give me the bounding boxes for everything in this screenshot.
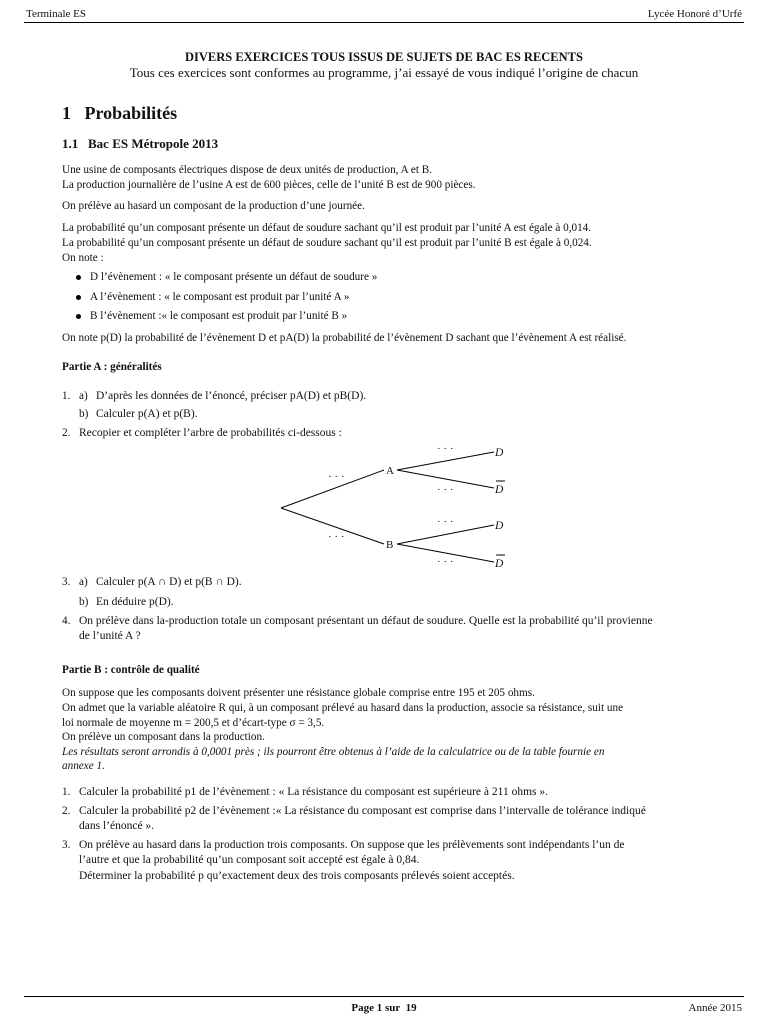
header-left: Terminale ES (26, 8, 87, 20)
q-number: 4. (62, 615, 71, 627)
part-a-q4-line-1: On prélève dans la-production totale un composant présentant un défaut de soudure. Quelle est la probabilité qu’il provienne (79, 615, 653, 627)
q-number: 2. (62, 805, 71, 817)
intro-line-4: La probabilité qu’un composant présente un défaut de soudure sachant qu’il est produit par l’unité A est égale à 0,014. (62, 222, 592, 234)
intro-line-2: La production journalière de l’usine A est de 600 pièces, celle de l’unité B est de 900 pièces. (62, 179, 476, 191)
part-a-q3a: Calculer p(A ∩ D) et p(B ∩ D). (96, 576, 242, 588)
part-a-q1b: Calculer p(A) et p(B). (96, 408, 198, 420)
part-b-q2-line-2: dans l’énoncé ». (79, 820, 155, 832)
part-a-q1a: D’après les données de l’énoncé, préciser pA(D) et pB(D). (96, 390, 367, 402)
q-number: 1. (62, 390, 71, 402)
q-number: 2. (62, 427, 71, 439)
tree-leaf-not-d: D (495, 558, 504, 570)
part-b-line-2: On admet que la variable aléatoire R qui, à un composant prélevé au hasard dans la production, associe sa résistance, suit une (62, 702, 624, 714)
part-b-q3-line-1: On prélève au hasard dans la production trois composants. On suppose que les prélèvements sont indépendants l’un de (79, 839, 625, 851)
part-a-q3b: En déduire p(D). (96, 596, 174, 608)
intro-line-3: On prélève au hasard un composant de la production d’une journée. (62, 200, 365, 212)
notation-line: On note p(D) la probabilité de l’évènement D et pA(D) la probabilité de l’évènement D sachant que l’évènement A est réalisé. (62, 332, 627, 344)
footer-rule (24, 996, 744, 997)
q-sub-label: a) (79, 576, 88, 588)
page-number: Page 1 sur 19 (351, 1002, 417, 1014)
tree-node-b: B (386, 539, 394, 551)
part-b-heading: Partie B : contrôle de qualité (62, 664, 200, 676)
subsection-heading: 1.1 Bac ES Métropole 2013 (62, 136, 219, 151)
part-b-line-4: On prélève un composant dans la production. (62, 731, 265, 743)
tree-prob-b-notd: · · · (437, 556, 454, 568)
tree-leaf-not-d: D (495, 484, 504, 496)
q-number: 1. (62, 786, 71, 798)
part-b-q1: Calculer la probabilité p1 de l’évènement : « La résistance du composant est supérieure à 211 ohms ». (79, 786, 549, 798)
bullet-item: B l’évènement :« le composant est produit par l’unité B » (76, 309, 347, 324)
footer-year: Année 2015 (688, 1002, 742, 1014)
part-b-q3-line-2: l’autre et que la probabilité qu’un composant soit accepté est égale à 0,84. (79, 854, 420, 866)
part-b-line-1: On suppose que les composants doivent présenter une résistance globale comprise entre 195 et 205 ohms. (62, 687, 535, 699)
q-sub-label: b) (79, 408, 89, 420)
part-b-note-1: Les résultats seront arrondis à 0,0001 près ; ils pourront être obtenus à l’aide de la calculatrice ou de la table fournie en (62, 746, 605, 758)
tree-leaf-d: D (495, 447, 504, 459)
part-b-q3-line-3: Déterminer la probabilité p qu’exactement deux des trois composants prélevés soient acceptés. (79, 870, 515, 882)
intro-line-5: La probabilité qu’un composant présente un défaut de soudure sachant qu’il est produit par l’unité B est égale à 0,024. (62, 237, 592, 249)
tree-prob-a: · · · (328, 471, 345, 483)
bullet-item: D l’évènement : « le composant présente un défaut de soudure » (76, 270, 377, 285)
tree-leaf-d: D (495, 520, 504, 532)
header-right: Lycée Honoré d’Urfé (647, 8, 742, 20)
q-sub-label: b) (79, 596, 89, 608)
bullet-item: A l’évènement : « le composant est produit par l’unité A » (76, 290, 349, 305)
part-b-q2-line-1: Calculer la probabilité p2 de l’évènement :« La résistance du composant est comprise dans l’intervalle de tolérance indiqué (79, 805, 646, 817)
part-a-q2: Recopier et compléter l’arbre de probabilités ci-dessous : (79, 427, 342, 439)
q-number: 3. (62, 839, 71, 851)
tree-prob-a-notd: · · · (437, 484, 454, 496)
intro-line-1: Une usine de composants électriques dispose de deux unités de production, A et B. (62, 164, 433, 176)
tree-prob-b: · · · (328, 531, 345, 543)
tree-prob-a-d: · · · (437, 443, 454, 455)
q-number: 3. (62, 576, 71, 588)
part-b-note-2: annexe 1. (62, 760, 105, 772)
section-heading: 1 Probabilités (62, 103, 178, 123)
part-b-line-3: loi normale de moyenne m = 200,5 et d’écart-type σ = 3,5. (62, 717, 325, 729)
tree-prob-b-d: · · · (437, 516, 454, 528)
part-a-q4-line-2: de l’unité A ? (79, 630, 141, 642)
tree-node-a: A (386, 465, 394, 477)
part-a-heading: Partie A : généralités (62, 361, 162, 373)
document-subtitle: Tous ces exercices sont conformes au programme, j’ai essayé de vous indiqué l’origine de chacun (129, 65, 639, 80)
document-title: DIVERS EXERCICES TOUS ISSUS DE SUJETS DE BAC ES RECENTS (185, 50, 583, 64)
intro-line-6: On note : (62, 252, 104, 264)
q-sub-label: a) (79, 390, 88, 402)
